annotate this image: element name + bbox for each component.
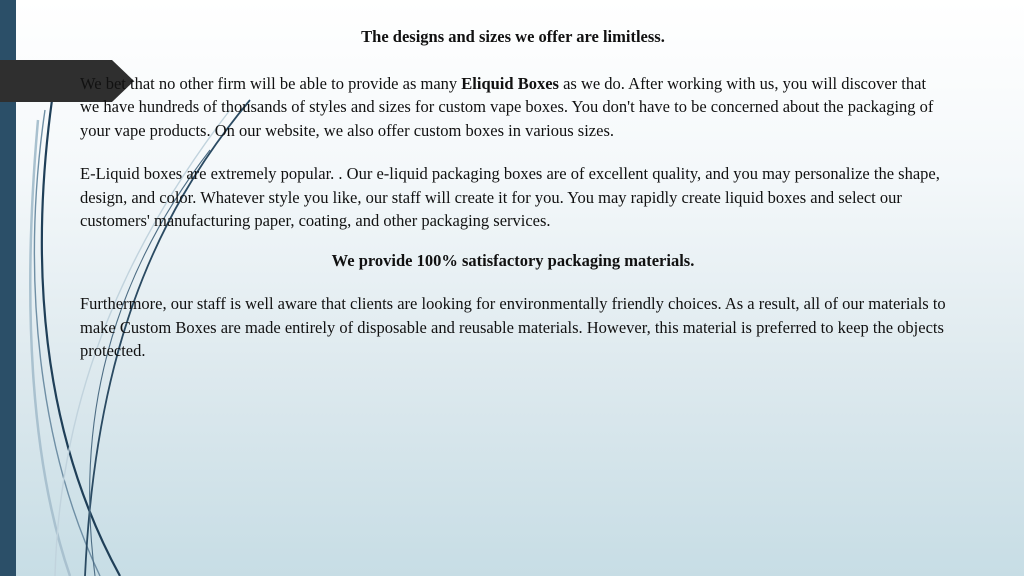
paragraph-eliquid-boxes (80, 72, 946, 143)
heading-limitless-designs: The designs and sizes we offer are limitless. (361, 27, 665, 46)
paragraph-text: as we do. After working with us, you will discover that we have hundreds of thousands of styles and sizes for custom vape boxes. You don't have to be concerned about the packaging of your vape products. On our website, we also offer custom boxes in various sizes. (80, 73, 934, 140)
paragraph-eco-friendly: Furthermore, our staff is well aware that clients are looking for environmentally friendly choices. As a result, all of our materials to make Custom Boxes are made entirely of disposable and reusable materials. However, this material is preferred to keep the objects protected. (80, 294, 946, 360)
paragraph-eliquid-popular: E-Liquid boxes are extremely popular. . Our e-liquid packaging boxes are of excellent quality, and you may personalize the shape, design, and color. Whatever style you like, our staff will create it for you. You may rapidly create liquid boxes and select our customers' manufacturing paper, coating, and other packaging services. (80, 164, 940, 230)
paragraph-text: We bet that no other firm will be able to provide as many (80, 73, 462, 93)
eliquid-boxes-keyword: Eliquid Boxes (461, 73, 559, 93)
heading-satisfactory-materials: We provide 100% satisfactory packaging materials. (331, 250, 695, 270)
slide-content (80, 25, 946, 363)
